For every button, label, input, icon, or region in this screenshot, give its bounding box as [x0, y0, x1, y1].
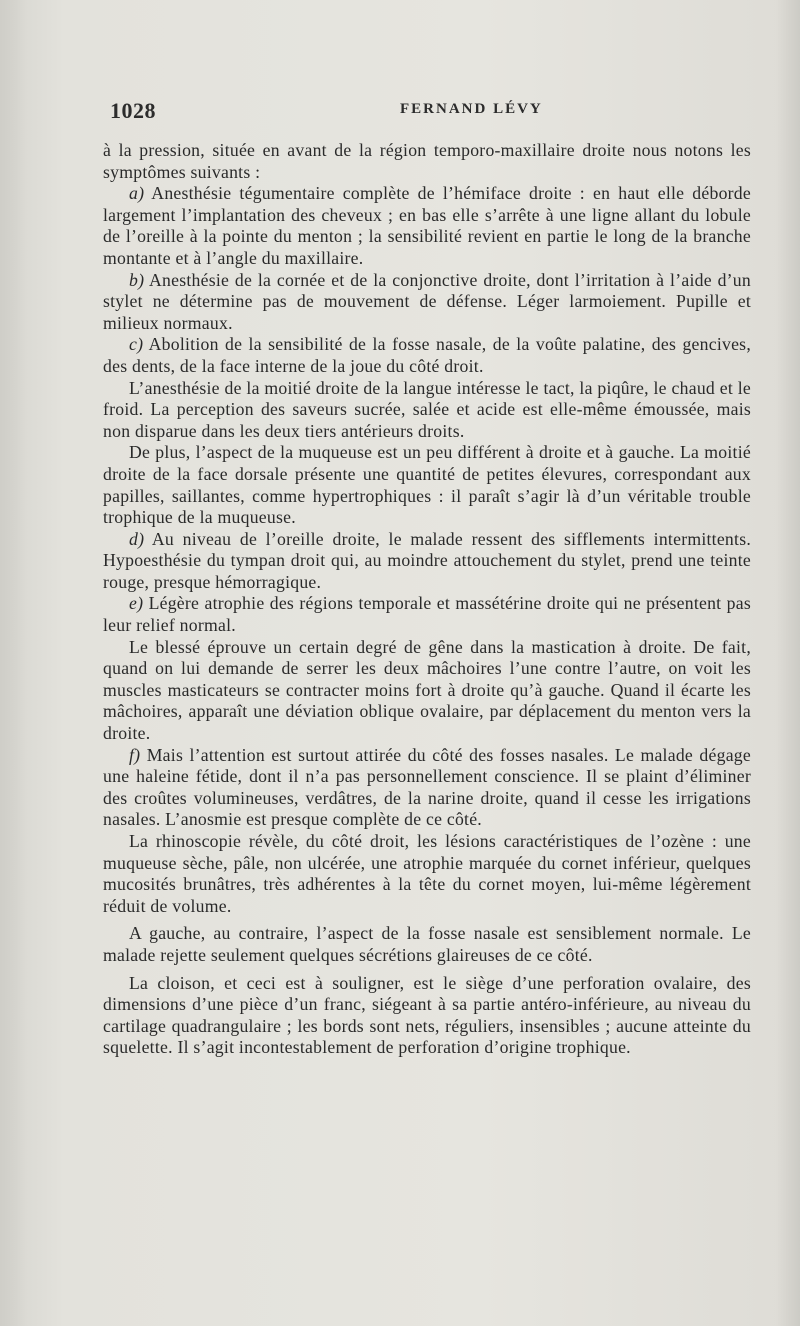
- paragraph: [103, 270, 751, 335]
- paragraph: [103, 593, 751, 636]
- body-text: [103, 140, 751, 1059]
- list-label: d): [129, 528, 145, 549]
- running-header: [0, 98, 800, 128]
- paragraph-text: La rhinoscopie révèle, du côté droit, les lésions caractéristiques de l’ozène : une muqueuse sèche, pâle, non ulcérée, une atrophie marquée du cornet inférieur, quelques mucosités brunâtres, très adhérentes à la tête du cornet moyen, lui-même légèrement réduit de volume.: [103, 831, 751, 916]
- paragraph-text: Le blessé éprouve un certain degré de gêne dans la mastication à droite. De fait, quand on lui demande de serrer les deux mâchoires l’une contre l’autre, on voit les muscles masticateurs se contracter moins fort à droite qu’à gauche. Quand il écarte les mâchoires, apparaît une déviation oblique ovalaire, par déplacement du menton vers la droite.: [103, 636, 751, 744]
- page-shadow-left: [0, 0, 26, 1326]
- list-label: e): [129, 593, 144, 614]
- paragraph: [103, 529, 751, 594]
- list-label: a): [129, 183, 145, 204]
- paragraph-text: Anesthésie de la cornée et de la conjonctive droite, dont l’irritation à l’aide d’un stylet ne détermine pas de mouvement de défense. Léger larmoiement. Pupille et milieux normaux.: [103, 269, 751, 333]
- running-head-author: FERNAND LÉVY: [400, 101, 543, 117]
- paragraph-text: Abolition de la sensibilité de la fosse nasale, de la voûte palatine, des gencives, des dents, de la face interne de la joue du côté droit.: [103, 334, 751, 376]
- paragraph: [103, 183, 751, 269]
- paragraph: [103, 831, 751, 917]
- list-label: b): [129, 269, 145, 290]
- page-number: 1028: [110, 98, 156, 123]
- paragraph: [103, 334, 751, 377]
- paragraph-text: A gauche, au contraire, l’aspect de la fosse nasale est sensiblement normale. Le malade rejette seulement quelques sécrétions glaireuses de ce côté.: [103, 923, 751, 965]
- paragraph-text: Mais l’attention est surtout attirée du côté des fosses nasales. Le malade dégage une haleine fétide, dont il n’a pas personnellement conscience. Il se plaint d’éliminer des croûtes volumineuses, verdâtres, de la narine droite, quand il cesse les irrigations nasales. L’anosmie est presque complète de ce côté.: [103, 744, 751, 830]
- paragraph-text: Au niveau de l’oreille droite, le malade ressent des sifflements intermittents. Hypoesthésie du tympan droit qui, au moindre attouchement du stylet, prend une teinte rouge, presque hémorragique.: [103, 528, 751, 592]
- paragraph: [103, 923, 751, 966]
- paragraph-text: De plus, l’aspect de la muqueuse est un peu différent à droite et à gauche. La moitié droite de la face dorsale présente une quantité de petites élevures, correspondant aux papilles, saillantes, comme hypertrophiques : il paraît s’agir là d’un véritable trouble trophique de la muqueuse.: [103, 442, 751, 528]
- paragraph-text: La cloison, et ceci est à souligner, est le siège d’une perforation ovalaire, des dimensions d’une pièce d’un franc, siégeant à sa partie antéro-inférieure, au niveau du cartilage quadrangulaire ; les bords sont nets, réguliers, insensibles ; aucune atteinte du squelette. Il s’agit incontestablement de perforation d’origine trophique.: [103, 972, 751, 1058]
- paragraph: [103, 973, 751, 1059]
- paragraph: [103, 637, 751, 745]
- paragraph-text: Légère atrophie des régions temporale et massétérine droite qui ne présentent pas leur relief normal.: [103, 593, 751, 636]
- paragraph-text: à la pression, située en avant de la région temporo-maxillaire droite nous notons les symptômes suivants :: [103, 140, 751, 182]
- list-label: f): [129, 744, 141, 765]
- paragraph: [103, 378, 751, 443]
- paragraph: [103, 442, 751, 528]
- list-label: c): [129, 334, 144, 355]
- paragraph-text: Anesthésie tégumentaire complète de l’hémiface droite : en haut elle déborde largement l’implantation des cheveux ; en bas elle s’arrête à une ligne allant du lobule de l’oreille à la pointe du menton ; la sensibilité revient en partie le long de la branche montante et à l’angle du maxillaire.: [103, 183, 751, 268]
- paragraph: [103, 745, 751, 831]
- paragraph-text: L’anesthésie de la moitié droite de la langue intéresse le tact, la piqûre, le chaud et le froid. La perception des saveurs sucrée, salée et acide est elle-même émoussée, mais non disparue dans les deux tiers antérieurs droits.: [103, 377, 751, 441]
- paragraph: [103, 140, 751, 183]
- page-shadow-right: [776, 0, 800, 1326]
